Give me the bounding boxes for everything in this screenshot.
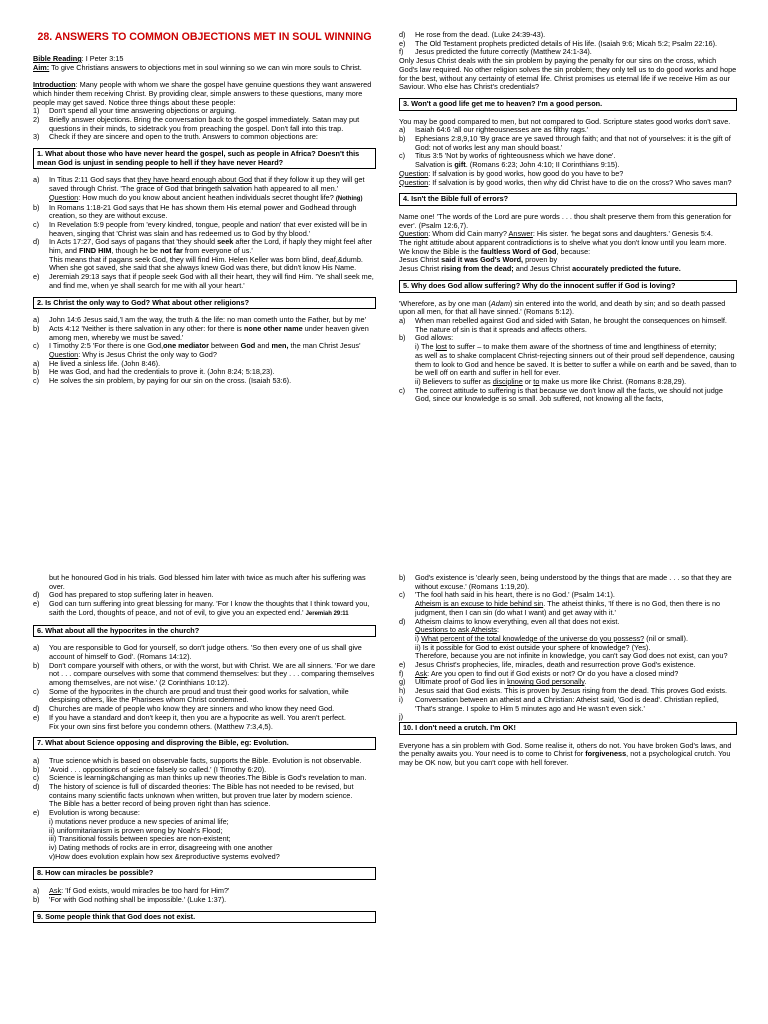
- list-item: i) Conversation between an atheist and a Christian: Atheist said, 'God is dead'. Christian replied, 'That's strange. I spoke to Him 5 minutes ago and He wasn't even sick.': [399, 694, 719, 713]
- section-heading-q6: 6. What about all the hypocrites in the church?: [33, 625, 376, 638]
- paragraph: We know the Bible is the faultless Word of God, because:: [399, 246, 591, 256]
- list-item: c) He solves the sin problem, by paying for our sin on the cross. (Isaiah 53:6).: [33, 376, 292, 386]
- paragraph: but he honoured God in his trials. God blessed him later with twice as much after his suffering was over.: [49, 573, 366, 591]
- right-column-bottom: [399, 574, 737, 768]
- paragraph: Everyone has a sin problem with God. Some realise it, others do not. You have broken God's laws, and the penalty awaits you. Your need is to come to Christ for forgiveness, not a psychological crutch. You may be OK now, but you can't cope with hell forever.: [399, 740, 732, 768]
- section-heading-q7: 7. What about Science opposing and disproving the Bible, eg: Evolution.: [33, 737, 376, 750]
- list-item: h) Jesus said that God exists. This is proven by Jesus rising from the dead. This proves God exists.: [399, 686, 728, 696]
- list-item: c) I Timothy 2:5 'For there is one God,one mediator between God and men, the man Christ Jesus': [33, 341, 361, 351]
- list-item: 1) Don't spend all your time answering objections or arguing.: [33, 106, 237, 116]
- list-item: b) He was God, and had the credentials to prove it. (John 8:24; 5:18,23).: [33, 367, 275, 377]
- list-item: c) 'The fool hath said in his heart, there is no God.' (Psalm 14:1). Atheism is an excuse to hide behind sin. The atheist thinks, 'If there is no God, then there is no judgment, then I can sin (do what I want) and get away with it.': [399, 590, 721, 617]
- list-item: b) Ephesians 2:8,9,10 'By grace are ye saved through faith; and that not of yourselves: it is the gift of God: not of works lest any man should boast.': [399, 134, 731, 152]
- paragraph: You may be good compared to men, but not compared to God. Scripture states good works don't save.: [399, 116, 731, 126]
- aim: Aim: To give Christians answers to objections met in soul winning so we can win more souls to Christ.: [33, 62, 362, 72]
- list-item: d) He rose from the dead. (Luke 24:39-43).: [399, 30, 546, 39]
- paragraph: Jesus Christ rising from the dead; and Jesus Christ accurately predicted the future.: [399, 264, 681, 274]
- list-item: c) In Revelation 5:9 people from 'every kindred, tongue, people and nation' that ever existed will be in heaven, singing that 'Christ was slain and has redeemed us to God by thy blood.': [33, 219, 367, 238]
- list-item: f) Ask: Are you open to find out if God exists or not? Or do you have a closed mind?: [399, 668, 679, 678]
- list-item: e) Jeremiah 29:13 says that if people seek God with all their heart, they will find Him. 'Ye shall seek me, and find me, when ye shall search for me with all your heart.': [33, 272, 374, 290]
- sub-item: v)How does evolution explain how sex &reproductive systems evolved?: [49, 851, 280, 861]
- list-item: b) 'Avoid . . . oppositions of science falsely so called.' (I Timothy 6:20).: [33, 764, 267, 774]
- list-item: c) The correct attitude to suffering is that because we don't know all the facts, we should not judge God, since our knowledge is so small. Job suffered, not knowing all the facts,: [399, 385, 723, 404]
- list-item: d) Churches are made of people who know they are sinners and who know they need God.: [33, 704, 335, 714]
- sub-item: ii) uniformitarianism is proven wrong by Noah's Flood;: [49, 825, 223, 835]
- list-item: b) 'For with God nothing shall be impossible.' (Luke 1:37).: [33, 894, 227, 904]
- list-item: 2) Briefly answer objections. Bring the conversation back to the gospel immediately. Satan may put questions in their minds, to sidetrack you from preaching the gospel. Don't fall into this trap.: [33, 114, 360, 133]
- question: Question: If salvation is by good works, how good do you have to be?: [399, 168, 624, 178]
- section-heading-q1: 1. What about those who have never heard the gospel, such as people in Africa? Doesn't this mean God is unjust in sending people to hell if they have never Heard?: [33, 148, 376, 169]
- section-heading-q5: 5. Why does God allow suffering? Why do the innocent suffer if God is loving?: [399, 280, 737, 293]
- sub-item: i) mutations never produce a new species of animal life;: [49, 816, 229, 826]
- list-item: b) God's existence is 'clearly seen, being understood by the things that are made . . . so that they are without excuse.' (Romans 1:19,20).: [399, 573, 732, 591]
- list-item: a) In Titus 2:11 God says that they have heard enough about God that if they follow it up they will get saved through Christ. 'The grace of God that bringeth salvation hath appeared to all men.' Question: How much do you know about ancient heathen individuals secret thought life? (Nothing): [33, 175, 365, 202]
- left-column-bottom: [33, 574, 376, 930]
- paragraph: Question: Whom did Cain marry? Answer: His sister. 'he begat sons and daughters.' Genesis 5:4.: [399, 229, 713, 239]
- list-item: f) Jesus predicted the future correctly (Matthew 24:1-34).: [399, 47, 592, 57]
- section-heading-q8: 8. How can miracles be possible?: [33, 867, 376, 880]
- list-item: e) If you have a standard and don't keep it, then you are a hypocrite as well. You aren't perfect.: [33, 712, 346, 722]
- list-item: e) Jesus Christ's prophecies, life, miracles, death and resurrection prove God's existence.: [399, 660, 696, 670]
- list-item: e) God can turn suffering into great blessing for many. 'For I know the thoughts that I think toward you, saith the Lord, thoughts of peace, and not of evil, to give you an expected end.' Jeremiah 29:11: [33, 599, 370, 617]
- list-label: j): [399, 712, 404, 722]
- list-item: d) The history of science is full of discarded theories: The Bible has not needed to be revised, but contains many scientific facts unknown when written, but proven true later by modern science. The Bible has a better record of being proven right than has science.: [33, 782, 354, 809]
- sub-item: iv) Dating methods of rocks are in error, disagreeing with one another: [49, 842, 273, 852]
- list-item: a) Isaiah 64:6 'all our righteousnesses are as filthy rags.': [399, 125, 589, 135]
- paragraph: Jesus Christ said it was God's Word, proven by: [399, 255, 558, 265]
- paragraph: Name one! 'The words of the Lord are pure words . . . thou shalt preserve them from this generation for ever'. (Psalm 12:6,7).: [399, 211, 732, 230]
- question: Question: Why is Jesus Christ the only way to God?: [49, 350, 217, 360]
- list-item: a) He lived a sinless life. (John 8:46).: [33, 358, 161, 368]
- section-heading-q9: 9. Some people think that God does not exist.: [33, 911, 376, 924]
- list-item: b) God allows: i) The lost to suffer – to make them aware of the shortness of time and lengthiness of eternity; as well as to shake complacent Christ-rejecting sinners out of their proud self dependence, causing them to look to God and hence be saved. It is better to suffer a while on earth and be saved, than to be well off on earth and suffer in hell for ever. ii) Believers to suffer as discipline or to make us more like Christ. (Romans 8:28,29).: [399, 333, 737, 386]
- list-item: c) Some of the hypocrites in the church are proud and trust their good works for salvation, while despising others, like the Pharisees whom Christ condemned.: [33, 686, 349, 705]
- section-heading-q10: 10. I don't need a crutch. I'm OK!: [399, 722, 737, 735]
- list-item: a) John 14:6 Jesus said,'I am the way, the truth & the life: no man cometh unto the Father, but by me': [33, 315, 366, 325]
- paragraph: Only Jesus Christ deals with the sin problem by paying the penalty for our sins on the cross, which God's law required. No other religion solves the sin problem; they only tell us to do good works and hope for the best, without any certainty of eternal life. Christ promises us eternal life if we receive Him as our Saviour. Who else has Christ's credentials?: [399, 56, 737, 92]
- bible-reading: Bible Reading: I Peter 3:15: [33, 54, 124, 63]
- left-column-top: [33, 31, 376, 386]
- list-item: b) In Romans 1:18-21 God says that He has shown them His eternal power and Godhead through creation, so they are without excuse.: [33, 202, 357, 221]
- paragraph: The right attitude about apparent contradictions is to shelve what you don't know until you learn more.: [399, 238, 727, 248]
- list-item: e) The Old Testament prophets predicted details of His life. (Isaiah 9:6; Micah 5:2; Psalm 22:16).: [399, 38, 718, 48]
- list-item: d) In Acts 17:27, God says of pagans that 'they should seek after the Lord, if haply they might feel after him, and FIND HIM, though he be not far from everyone of us.' This means that if pagans seek God, they will find Him. Helen Keller was born blind, deaf,&dumb. When she got saved, she said that she always knew God was there, but didn't know His Name.: [33, 237, 373, 273]
- section-heading-q3: 3. Won't a good life get me to heaven? I'm a good person.: [399, 98, 737, 111]
- page-title: 28. ANSWERS TO COMMON OBJECTIONS MET IN SOUL WINNING: [37, 31, 372, 43]
- list-item: a) True science which is based on observable facts, supports the Bible. Evolution is not observable.: [33, 755, 362, 765]
- list-item: e) Evolution is wrong because:: [33, 808, 140, 818]
- paragraph: Fix your own sins first before you condemn others. (Matthew 7:3,4,5).: [49, 721, 273, 731]
- introduction: Introduction: Many people with whom we share the gospel have genuine questions they want answered which hinder them receiving Christ. By providing clear, simple answers to these questions, many more people may get saved. Notice three things about these people:: [33, 80, 372, 107]
- list-item: a) Ask: 'If God exists, would miracles be too hard for Him?': [33, 886, 230, 896]
- list-item: d) God has prepared to stop suffering later in heaven.: [33, 590, 214, 600]
- list-item: b) Acts 4:12 'Neither is there salvation in any other: for there is none other name under heaven given among men, whereby we must be saved.': [33, 323, 369, 342]
- list-item: c) Science is learning&changing as man thinks up new theories.The Bible is God's revelation to man.: [33, 773, 367, 783]
- list-item: b) Don't compare yourself with others, or with the worst, but with Christ. We are all sinners. 'For we dare not . . . compare ourselves with some that commend themselves: but they . . . comparing themselves among themselves, are not wise.' (2 Corinthians 10:12).: [33, 660, 376, 688]
- list-item: 3) Check if they are sincere and open to the truth. Answers to common objections are:: [33, 132, 318, 142]
- list-item: c) Titus 3:5 'Not by works of righteousness which we have done'. Salvation is gift. (Romans 6:23; John 4:10; II Corinthians 9:15).: [399, 151, 620, 170]
- list-item: a) You are responsible to God for yourself, so don't judge others. 'So then every one of us shall give account of himself to God'. (Romans 14:12).: [33, 643, 362, 661]
- right-column-top: [399, 31, 737, 404]
- list-item: a) When man rebelled against God and sided with Satan, he brought the consequences on himself. The nature of sin is that it spreads and affects others.: [399, 315, 727, 334]
- section-heading-q4: 4. Isn't the Bible full of errors?: [399, 193, 737, 206]
- list-item: g) Ultimate proof of God lies in knowing God personally.: [399, 677, 587, 687]
- list-item: d) Atheism claims to know everything, even all that does not exist. Questions to ask Atheists: i) What percent of the total knowledge of the universe do you possess? (nil or small). ii) Is it possible for God to exist outside your sphere of knowledge? (Yes). Therefore, because you are not infinite in knowledge, you can't say God does not exist, can you?: [399, 616, 728, 661]
- paragraph: 'Wherefore, as by one man (Adam) sin entered into the world, and death by sin; and so death passed upon all men, for that all have sinned.' (Romans 5:12).: [399, 298, 726, 317]
- question: Question: If salvation is by good works, then why did Christ have to die on the cross? Who saves man?: [399, 177, 732, 187]
- sub-item: iii) Transitional fossils between species are non-existent;: [49, 834, 231, 844]
- section-heading-q2: 2. Is Christ the only way to God? What about other religions?: [33, 297, 376, 310]
